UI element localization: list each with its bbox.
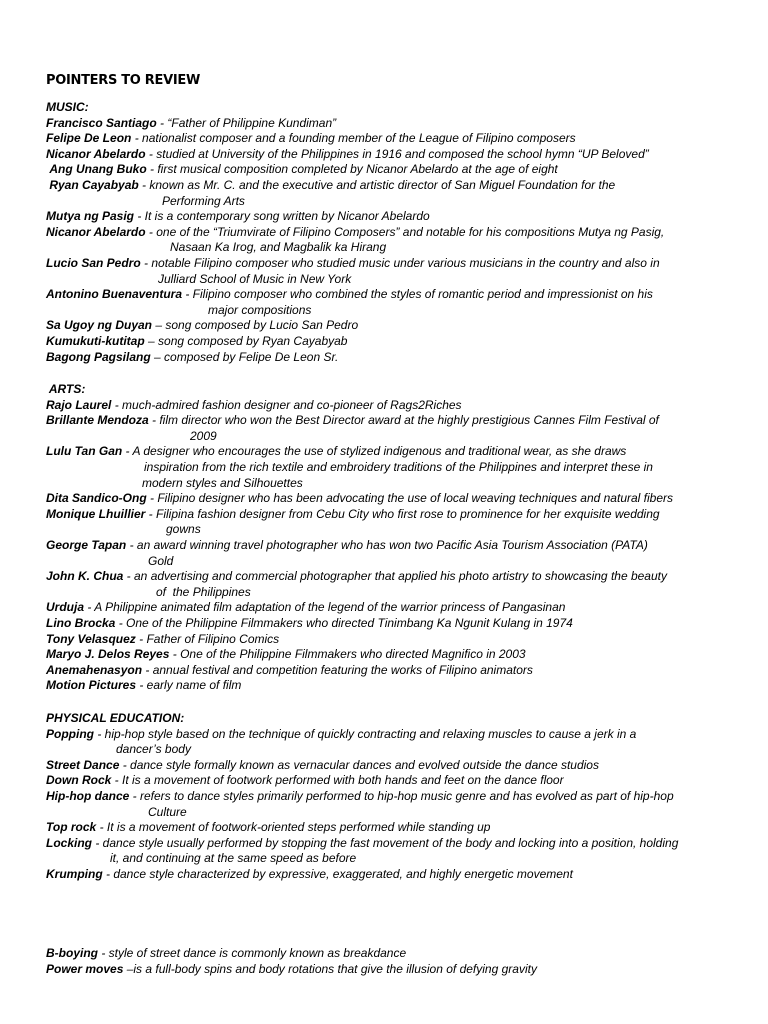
entry-term: Mutya ng Pasig bbox=[46, 209, 135, 224]
entry-description: - one of the “Triumvirate of Filipino Composers” and notable for his compositions Mutya ng Pasig, bbox=[145, 224, 665, 239]
list-item bbox=[46, 616, 736, 632]
entry-description: - It is a movement of footwork-oriented steps performed while standing up bbox=[96, 820, 491, 835]
entry-term: Locking bbox=[46, 835, 93, 850]
entry-description: - nationalist composer and a founding member of the League of Filipino composers bbox=[131, 131, 576, 146]
list-item bbox=[46, 350, 736, 366]
entry-description: - A designer who encourages the use of stylized indigenous and traditional wear, as she draws bbox=[122, 444, 627, 459]
extra-list bbox=[46, 946, 736, 977]
list-item bbox=[46, 147, 736, 163]
list-item bbox=[46, 318, 736, 334]
entry-description: - dance style usually performed by stopping the fast movement of the body and locking into a position, holding bbox=[92, 835, 679, 850]
list-item bbox=[46, 647, 736, 663]
entry-continuation: Culture bbox=[148, 804, 187, 819]
entry-description: - A Philippine animated film adaptation of the legend of the warrior princess of Pangasinan bbox=[84, 600, 566, 615]
physical-education-section bbox=[46, 711, 736, 883]
list-item bbox=[46, 178, 736, 209]
entry-continuation: modern styles and Silhouettes bbox=[142, 475, 303, 490]
entry-term: B-boying bbox=[46, 946, 98, 960]
extra-section bbox=[46, 946, 736, 977]
list-item bbox=[46, 867, 736, 883]
entry-description: - It is a contemporary song written by Nicanor Abelardo bbox=[134, 209, 430, 224]
entry-description: - annual festival and competition featuring the works of Filipino animators bbox=[142, 662, 533, 677]
entry-description: - dance style characterized by expressive, exaggerated, and highly energetic movement bbox=[102, 866, 573, 881]
entry-term: Krumping bbox=[46, 866, 103, 881]
list-item bbox=[46, 758, 736, 774]
entry-description: - Father of Filipino Comics bbox=[135, 631, 280, 646]
entry-description: - dance style formally known as vernacular dances and evolved outside the dance studios bbox=[119, 757, 599, 772]
physical-education-list bbox=[46, 727, 736, 883]
list-item bbox=[46, 600, 736, 616]
entry-continuation: Julliard School of Music in New York bbox=[158, 271, 352, 286]
list-item bbox=[46, 507, 736, 538]
entry-description: – song composed by Ryan Cayabyab bbox=[144, 333, 348, 348]
list-item bbox=[46, 413, 736, 444]
entry-continuation: dancer’s body bbox=[116, 742, 191, 757]
entry-term: Francisco Santiago bbox=[46, 115, 157, 130]
music-section bbox=[46, 100, 736, 365]
entry-term: Nicanor Abelardo bbox=[46, 224, 146, 239]
list-item bbox=[46, 116, 736, 132]
list-item bbox=[46, 225, 736, 256]
entry-description: - known as Mr. C. and the executive and artistic director of San Miguel Foundation for the bbox=[138, 177, 616, 192]
entry-continuation: it, and continuing at the same speed as before bbox=[110, 851, 357, 866]
list-item bbox=[46, 491, 736, 507]
entry-term: Monique Lhuillier bbox=[46, 506, 146, 521]
entry-continuation: 2009 bbox=[190, 428, 217, 443]
entry-description: - It is a movement of footwork performed with both hands and feet on the dance floor bbox=[111, 773, 564, 788]
entry-continuation: of the Philippines bbox=[156, 584, 251, 599]
list-item bbox=[46, 663, 736, 679]
entry-term: Lino Brocka bbox=[46, 615, 116, 630]
list-item bbox=[46, 962, 736, 978]
list-item bbox=[46, 287, 736, 318]
entry-description: - an advertising and commercial photographer that applied his photo artistry to showcasing the beauty bbox=[123, 569, 667, 584]
entry-term: Sa Ugoy ng Duyan bbox=[46, 318, 153, 333]
entry-description: - One of the Philippine Filmmakers who directed Magnifico in 2003 bbox=[169, 647, 526, 662]
entry-description: - Filipina fashion designer from Cebu City who first rose to prominence for her exquisite wedding bbox=[145, 506, 660, 521]
entry-description: - film director who won the Best Director award at the highly prestigious Cannes Film Festival of bbox=[148, 413, 659, 428]
page-title: POINTERS TO REVIEW bbox=[46, 73, 200, 88]
list-item bbox=[46, 678, 736, 694]
list-item bbox=[46, 727, 736, 758]
entry-description: - refers to dance styles primarily performed to hip-hop music genre and has evolved as part of hip-hop bbox=[129, 788, 674, 803]
entry-term: George Tapan bbox=[46, 537, 127, 552]
entry-continuation: Nasaan Ka Irog, and Magbalik ka Hirang bbox=[170, 240, 387, 255]
entry-term: Ryan Cayabyab bbox=[49, 177, 139, 192]
entry-term: Lulu Tan Gan bbox=[46, 444, 123, 459]
list-item bbox=[46, 632, 736, 648]
list-item bbox=[46, 131, 736, 147]
entry-term: Antonino Buenaventura bbox=[46, 287, 183, 302]
entry-term: Down Rock bbox=[46, 773, 112, 788]
entry-term: Anemahenasyon bbox=[46, 662, 143, 677]
entry-description: – song composed by Lucio San Pedro bbox=[152, 318, 359, 333]
entry-continuation: major compositions bbox=[208, 302, 312, 317]
arts-section bbox=[46, 382, 736, 694]
entry-description: - One of the Philippine Filmmakers who directed Tinimbang Ka Ngunit Kulang in 1974 bbox=[115, 615, 573, 630]
entry-term: Felipe De Leon bbox=[46, 131, 132, 146]
entry-description: – composed by Felipe De Leon Sr. bbox=[150, 349, 339, 364]
entry-term: Hip-hop dance bbox=[46, 788, 130, 803]
entry-term: Maryo J. Delos Reyes bbox=[46, 647, 170, 662]
entry-term: Motion Pictures bbox=[46, 678, 137, 693]
entry-description: –is a full-body spins and body rotations that give the illusion of defying gravity bbox=[123, 961, 537, 976]
entry-description: - early name of film bbox=[136, 678, 242, 693]
entry-description: - notable Filipino composer who studied music under various musicians in the country and also in bbox=[140, 255, 660, 270]
entry-term: Urduja bbox=[46, 600, 85, 615]
entry-continuation: inspiration from the rich textile and embroidery traditions of the Philippines and interpret these in bbox=[144, 459, 653, 474]
entry-term: Bagong Pagsilang bbox=[46, 349, 151, 364]
list-item bbox=[46, 773, 736, 789]
entry-term: Dita Sandico-Ong bbox=[46, 491, 147, 506]
entry-term: Rajo Laurel bbox=[46, 397, 112, 412]
list-item bbox=[46, 569, 736, 600]
entry-term: Popping bbox=[46, 726, 94, 741]
entry-term: John K. Chua bbox=[46, 569, 124, 584]
list-item bbox=[46, 836, 736, 867]
entry-term: Street Dance bbox=[46, 757, 120, 772]
list-item bbox=[46, 209, 736, 225]
arts-heading: ARTS: bbox=[46, 382, 86, 396]
entry-description: - hip-hop style based on the technique of quickly contracting and relaxing muscles to cause a jerk in a bbox=[94, 726, 637, 741]
list-item bbox=[46, 398, 736, 414]
entry-description: - Filipino composer who combined the styles of romantic period and impressionist on his bbox=[182, 287, 653, 302]
entry-term: Top rock bbox=[46, 820, 97, 835]
entry-description: - an award winning travel photographer who has won two Pacific Asia Tourism Association (PATA) bbox=[126, 537, 648, 552]
entry-term: Lucio San Pedro bbox=[46, 255, 141, 270]
list-item bbox=[46, 538, 736, 569]
entry-term: Nicanor Abelardo bbox=[46, 146, 146, 161]
entry-continuation: Performing Arts bbox=[162, 193, 245, 208]
entry-description: - much-admired fashion designer and co-pioneer of Rags2Riches bbox=[111, 397, 462, 412]
entry-continuation: Gold bbox=[148, 553, 174, 568]
entry-term: Ang Unang Buko bbox=[49, 162, 147, 177]
entry-term: Kumukuti-kutitap bbox=[46, 333, 145, 348]
arts-list bbox=[46, 398, 736, 694]
entry-description: - studied at University of the Philippines in 1916 and composed the school hymn “UP Beloved” bbox=[145, 146, 649, 161]
list-item bbox=[46, 820, 736, 836]
entry-term: Tony Velasquez bbox=[46, 631, 136, 646]
entry-continuation: gowns bbox=[166, 522, 201, 537]
entry-description: - “Father of Philippine Kundiman” bbox=[156, 115, 337, 130]
list-item bbox=[46, 946, 736, 962]
music-list bbox=[46, 116, 736, 366]
entry-term: Power moves bbox=[46, 961, 124, 976]
entry-description: - first musical composition completed by Nicanor Abelardo at the age of eight bbox=[146, 162, 558, 177]
music-heading: MUSIC: bbox=[46, 100, 89, 114]
entry-term: Brillante Mendoza bbox=[46, 413, 149, 428]
list-item bbox=[46, 789, 736, 820]
entry-description: - Filipino designer who has been advocating the use of local weaving techniques and natural fibers bbox=[146, 491, 674, 506]
entry-description: - style of street dance is commonly known as breakdance bbox=[98, 946, 407, 960]
list-item bbox=[46, 334, 736, 350]
list-item bbox=[46, 256, 736, 287]
physical-education-heading: PHYSICAL EDUCATION: bbox=[46, 711, 185, 725]
list-item bbox=[46, 162, 736, 178]
list-item bbox=[46, 444, 736, 491]
